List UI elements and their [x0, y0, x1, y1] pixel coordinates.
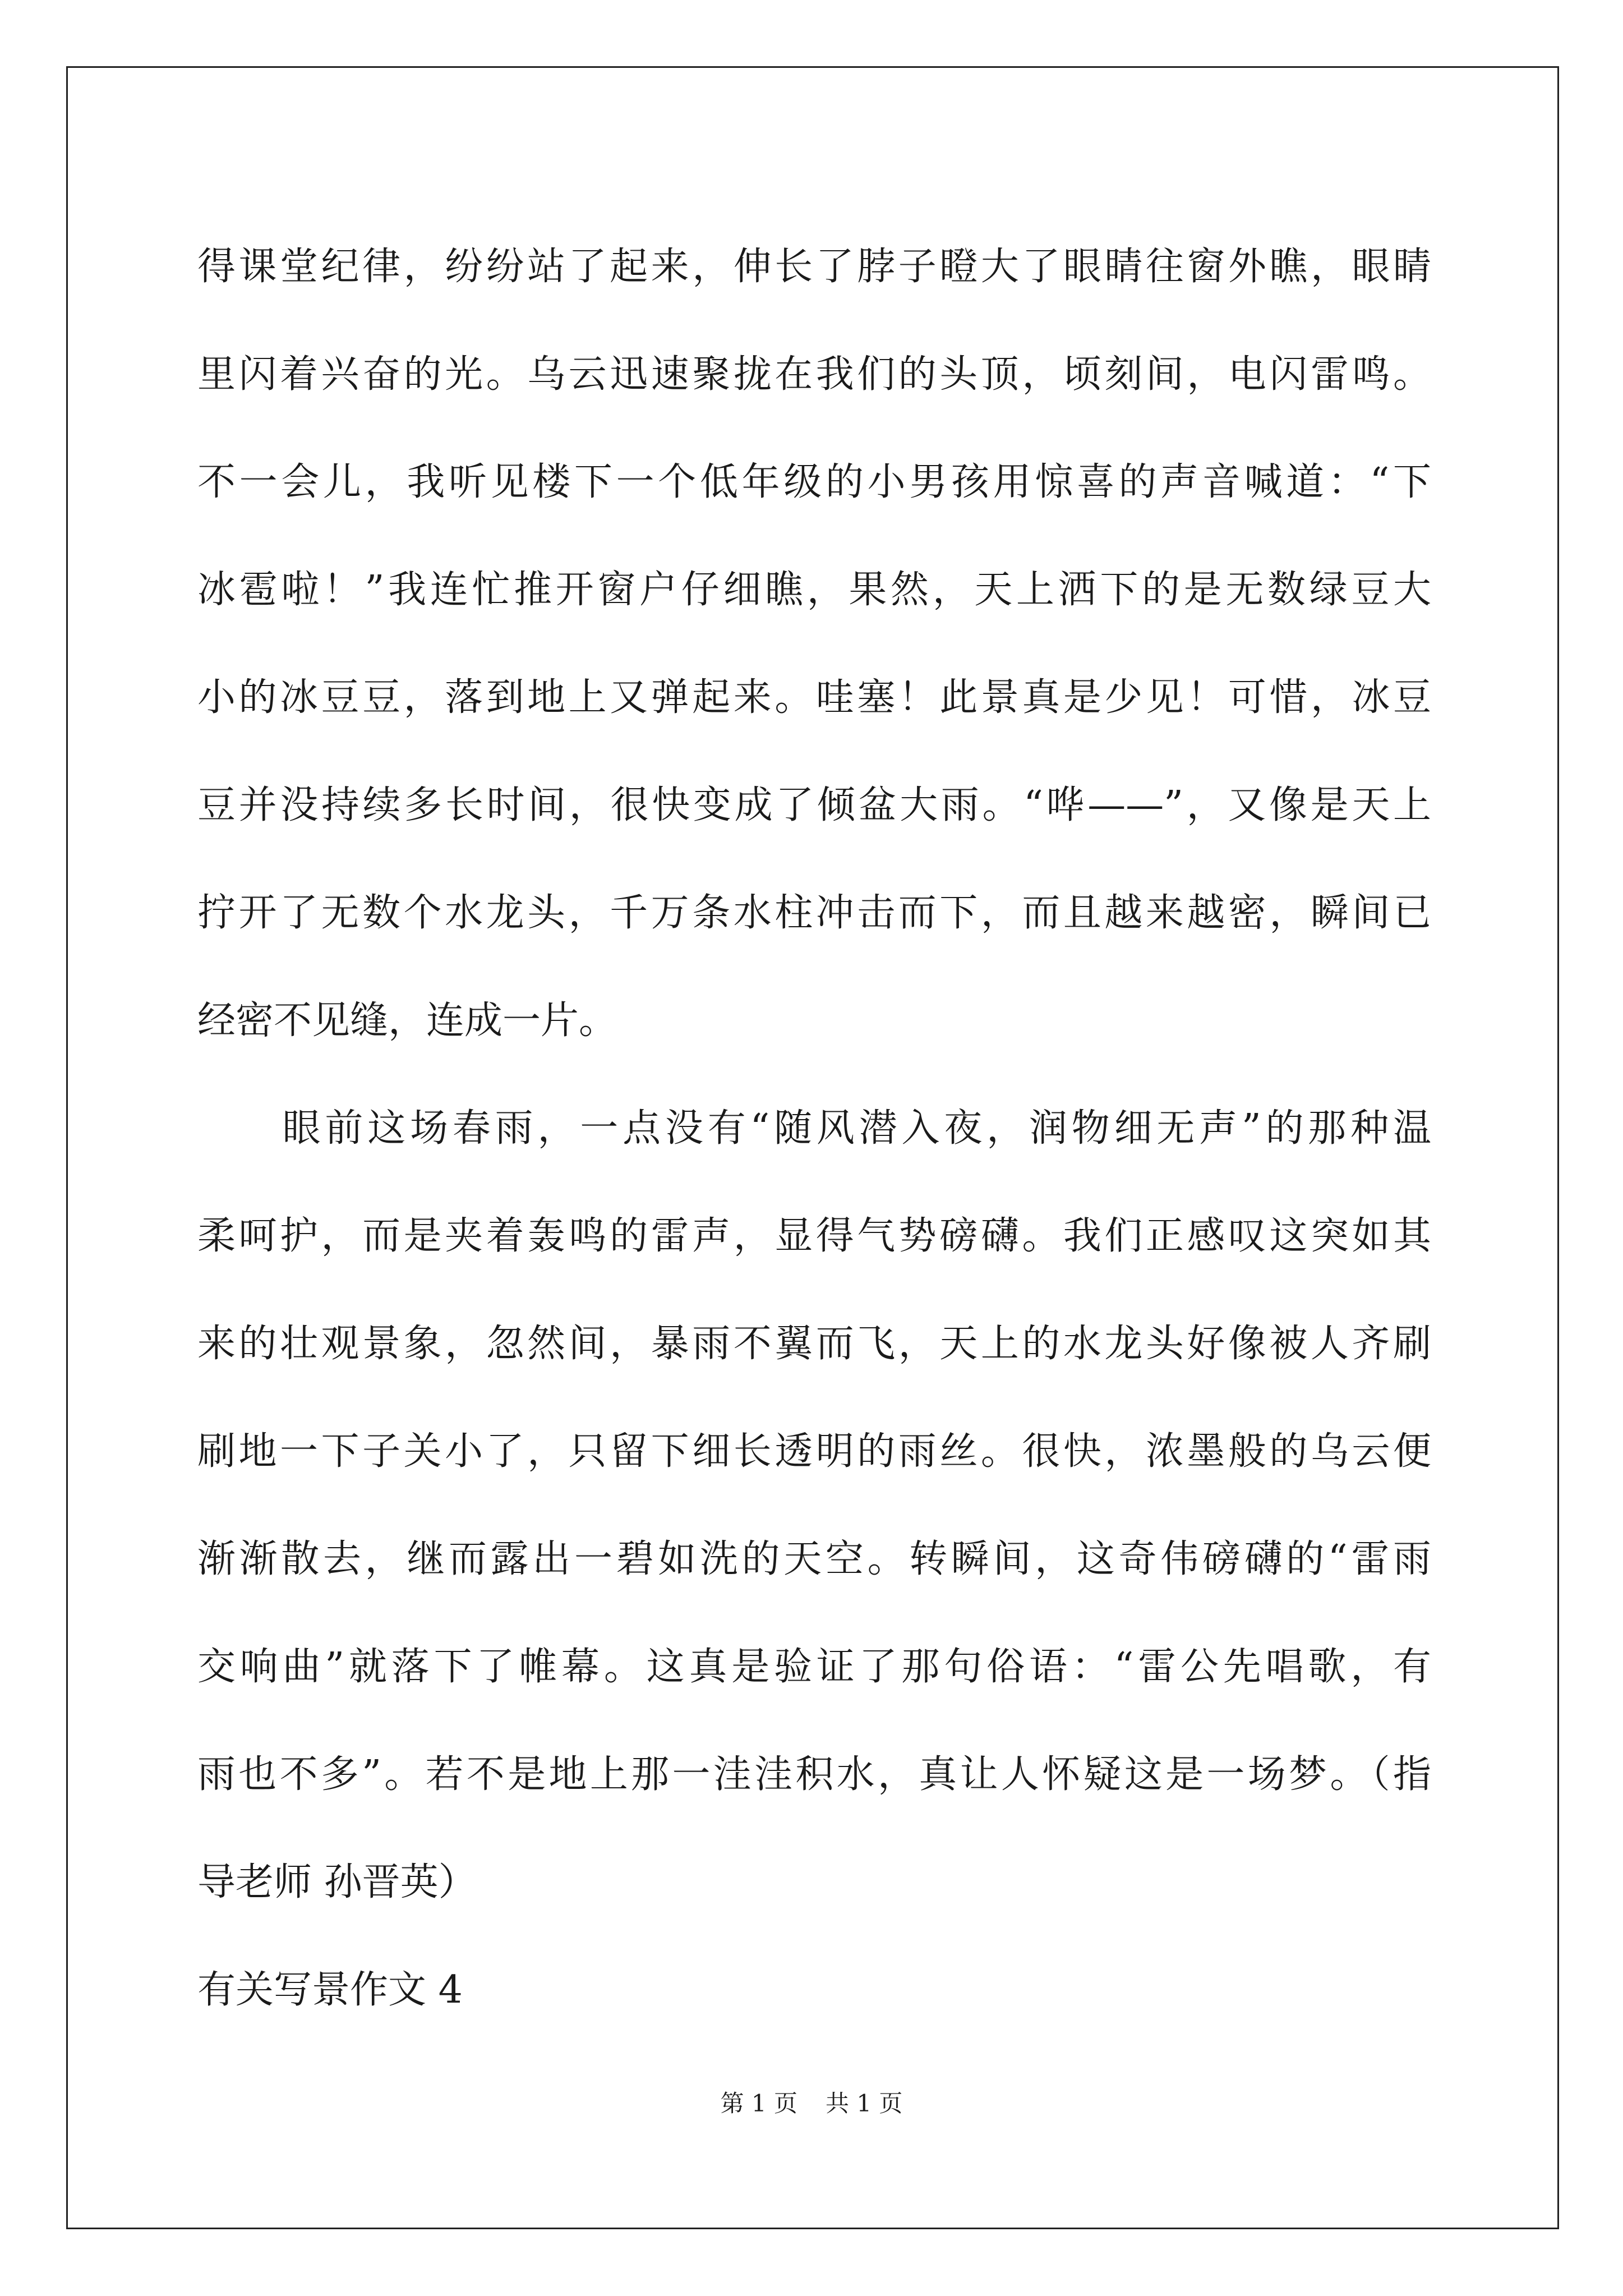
- page-number: 第 1 页: [720, 2090, 797, 2117]
- page-total: 共 1 页: [826, 2090, 903, 2117]
- body-line-11: 来的壮观景象，忽然间，暴雨不翼而飞，天上的水龙头好像被人齐刷: [197, 1322, 1431, 1366]
- document-body: [197, 213, 1431, 2044]
- body-line-7: 拧开了无数个水龙头，千万条水柱冲击而下，而且越来越密，瞬间已: [197, 891, 1431, 935]
- body-line-2: 里闪着兴奋的光。乌云迅速聚拢在我们的头顶，顷刻间，电闪雷鸣。: [197, 352, 1431, 397]
- body-line-16: 导老师 孙晋英）: [197, 1860, 477, 1904]
- body-line-8: 经密不见缝，连成一片。: [197, 999, 617, 1043]
- body-line-5: 小的冰豆豆，落到地上又弹起来。哇塞！此景真是少见！可惜，冰豆: [197, 675, 1431, 720]
- body-line-3: 不一会儿，我听见楼下一个低年级的小男孩用惊喜的声音喊道：“下: [197, 460, 1431, 504]
- section-heading: 有关写景作文 4: [197, 1968, 463, 2012]
- body-line-1: 得课堂纪律，纷纷站了起来，伸长了脖子瞪大了眼睛往窗外瞧，眼睛: [197, 245, 1431, 289]
- body-line-10: 柔呵护，而是夹着轰鸣的雷声，显得气势磅礴。我们正感叹这突如其: [197, 1214, 1431, 1258]
- body-line-6: 豆并没持续多长时间，很快变成了倾盆大雨。“哗——”，又像是天上: [197, 783, 1431, 827]
- body-line-14: 交响曲”就落下了帷幕。这真是验证了那句俗语：“雷公先唱歌，有: [197, 1645, 1431, 1689]
- body-line-4: 冰雹啦！”我连忙推开窗户仔细瞧，果然，天上洒下的是无数绿豆大: [197, 568, 1431, 612]
- body-line-15: 雨也不多”。若不是地上那一洼洼积水，真让人怀疑这是一场梦。（指: [197, 1752, 1431, 1797]
- body-line-9: 眼前这场春雨，一点没有“随风潜入夜，润物细无声”的那种温: [197, 1106, 1431, 1151]
- body-line-13: 渐渐散去，继而露出一碧如洗的天空。转瞬间，这奇伟磅礴的“雷雨: [197, 1537, 1431, 1581]
- page-footer: [0, 2087, 1623, 2120]
- body-line-12: 刷地一下子关小了，只留下细长透明的雨丝。很快，浓墨般的乌云便: [197, 1429, 1431, 1474]
